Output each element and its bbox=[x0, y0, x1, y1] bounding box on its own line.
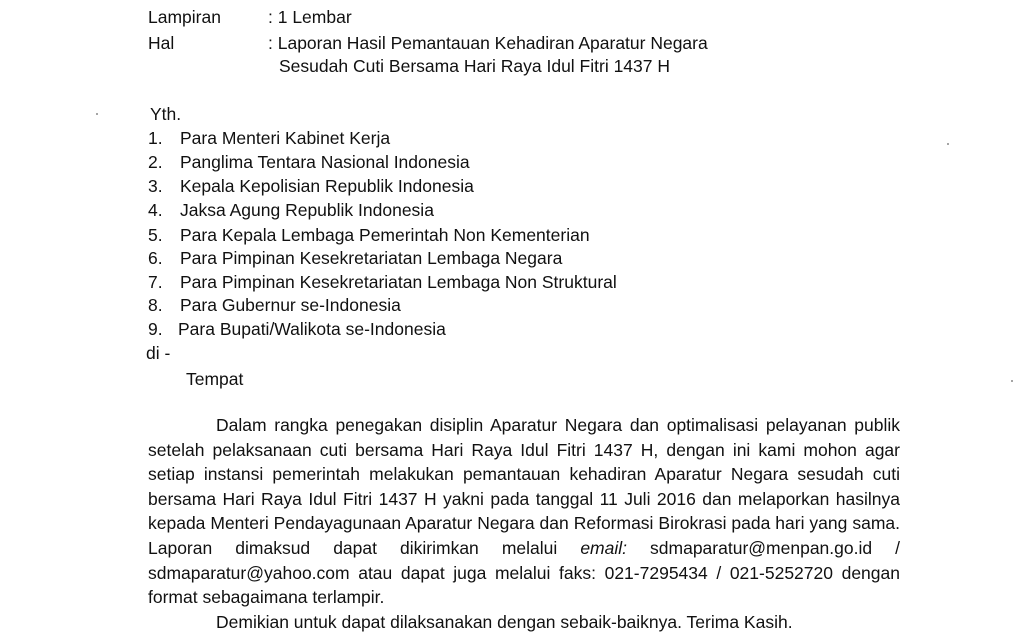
salutation: Yth. bbox=[150, 104, 182, 124]
hal-value-line1: : Laporan Hasil Pemantauan Kehadiran Aparatur Negara bbox=[268, 33, 708, 53]
lampiran-label: Lampiran bbox=[148, 7, 221, 27]
list-item-number: 2. bbox=[148, 152, 163, 172]
list-item: Para Kepala Lembaga Pemerintah Non Kementerian bbox=[180, 225, 590, 245]
list-item-number: 8. bbox=[148, 295, 163, 315]
email-label: email: bbox=[580, 537, 627, 558]
list-item: Para Bupati/Walikota se-Indonesia bbox=[178, 319, 446, 339]
list-item: Para Pimpinan Kesekretariatan Lembaga Non Struktural bbox=[180, 272, 617, 292]
scan-speck bbox=[1011, 380, 1013, 382]
list-item: Panglima Tentara Nasional Indonesia bbox=[180, 152, 470, 172]
list-item: Para Pimpinan Kesekretariatan Lembaga Negara bbox=[180, 248, 563, 268]
list-item-number: 6. bbox=[148, 248, 163, 268]
list-item: Jaksa Agung Republik Indonesia bbox=[180, 200, 434, 220]
list-item-number: 3. bbox=[148, 176, 163, 196]
list-item: Para Menteri Kabinet Kerja bbox=[180, 128, 391, 148]
tempat-label: Tempat bbox=[186, 369, 244, 389]
di-label: di - bbox=[146, 343, 171, 363]
list-item-number: 1. bbox=[148, 128, 163, 148]
scan-speck bbox=[947, 143, 949, 145]
lampiran-value: : 1 Lembar bbox=[268, 7, 352, 27]
body-paragraph bbox=[148, 413, 900, 610]
hal-label: Hal bbox=[148, 33, 175, 53]
list-item-number: 5. bbox=[148, 225, 163, 245]
closing-line: Demikian untuk dapat dilaksanakan dengan sebaik-baiknya. Terima Kasih. bbox=[216, 612, 793, 632]
list-item-number: 9. bbox=[148, 319, 163, 339]
body-text-part1: Dalam rangka penegakan disiplin Aparatur Negara dan optimalisasi pelayanan publik setelah pelaksanaan cuti bersama Hari Raya Idul Fitri 1437 H, dengan ini kami mohon agar setiap instansi pemerintah melakukan pemantauan kehadiran Aparatur Negara sesudah cuti bersama Hari Raya Idul Fitri 1437 H yakni pada tanggal 11 Juli 2016 dan melaporkan hasilnya kepada Menteri Pendayagunaan Aparatur Negara dan Reformasi Birokrasi pada hari yang sama. Laporan dimaksud dapat dikirimkan melalui bbox=[148, 415, 900, 558]
list-item: Para Gubernur se-Indonesia bbox=[180, 295, 401, 315]
list-item-number: 7. bbox=[148, 272, 163, 292]
scan-speck bbox=[96, 113, 98, 115]
list-item: Kepala Kepolisian Republik Indonesia bbox=[180, 176, 474, 196]
hal-value-line2: Sesudah Cuti Bersama Hari Raya Idul Fitri 1437 H bbox=[279, 56, 671, 76]
body-text-part2: sdmaparatur@menpan.go.id / sdmaparatur@yahoo.com atau dapat juga melalui faks: 021-7295434 / 021-5252720 dengan format sebagaimana terlampir. bbox=[148, 537, 900, 608]
list-item-number: 4. bbox=[148, 200, 163, 220]
